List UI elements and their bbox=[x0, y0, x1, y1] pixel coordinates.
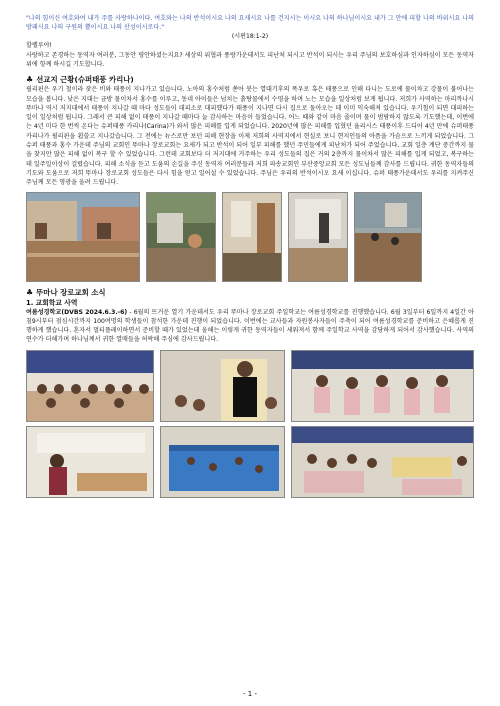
dvbs-photo-children-seated bbox=[26, 350, 154, 422]
flood-photo-room bbox=[288, 192, 348, 282]
greeting: 할렐루야! bbox=[26, 42, 52, 50]
page-number: - 1 - bbox=[243, 690, 257, 698]
flood-photo-flooded-street bbox=[354, 192, 422, 282]
club-icon: ♣ bbox=[26, 287, 34, 297]
dvbs-photo-teacher bbox=[160, 350, 286, 422]
mission-news-body: 필리핀은 우기 철이라 잦은 비와 태풍이 지나가고 있습니다. 노아의 홍수처럼 쏟아 붓는 열대기후의 폭우로 혹은 태풍으로 인해 다니는 도로에 물이차고 강물이 불어나는 모습을 봅니다. 낮은 지대는 금방 물이차서 홍수를 이루고, 동네 아이들은 넘치는 흙탕물에서 수영을 하며 노는 모습을 일상처럼 보게 됩니다. 저희가 사역하는 마리까나시 뚜마나 역시 저지대에서 태풍이 지나갈 때 마다 성도들이 대피소로 대피했다가 태풍이 지나면 다시 집으로 돌아오는 데 이미 익숙해져 있습니다. 우기철이 되면 대피하는 일이 일상처럼 됩니다. 그래서 큰 피해 없이 태풍이 지나갈 때마다 늘 감사하는 마음이 들었습니다. 어느 때와 같이 마음 졸이며 물이 범람하지 않도록 기도했는데, 이번에는 4년 미다 한 번씩 온다는 슈퍼태풍 카리나(Carina)가 와서 많은 피해를 입게 되었습니다. 2020년에 많은 피해를 입혔던 율리시스 태풍이후 드디어 4년 만에 슈퍼태풍 카리나가 필리핀을 휩쓸고 지나갔습니다. 그 전에는 뉴스로만 보던 피해 현장을 이제 저희의 사역지에서 현실로 보니 현지인들의 아픔을 가슴으로 느끼게 되었습니다. 그 슈퍼 태풍과 홍수 가운데 주님의 교회인 뚜마나 장로교회는 요새가 되고 반석이 되어 일부 피해를 했던 주민들에게 피난처가 되어 주었습니다. 교회 일층 계단 중간까지 물을 찾지만 많은 피해 없이 복구 할 수 있었습니다. 그런데 교회보다 더 저지대에 거주하는 우리 성도들의 집은 거의 2층까지 물이차서 많은 피해를 입게 되었고, 복구하는데 일주일이상이 걸렸습니다. 피해 소식을 듣고 도움의 손길을 주신 동역자 여러분들과 저희 파송교회인 부산중앙교회 모든 성도님들께 감사를 드립니다. 귀한 동역자들의 기도와 도움으로 저희 뚜마나 장로교회 성도들은 다시 힘을 얻고 일어설 수 있었습니다. 주님은 우리의 반석이시오 요새 이십니다. 슈퍼 태풍가운데서도 우리를 지켜주신 주님께 모든 영광을 올려 드립니다. bbox=[26, 86, 474, 187]
dvbs-photo-crafts bbox=[26, 426, 154, 498]
subsection-title: 1. 교회학교 사역 bbox=[26, 298, 78, 307]
scripture-quote: "나의 힘이신 여호와여 내가 주를 사랑하나이다. 여호와는 나의 반석이시요 나의 요새시요 나를 건지시는 이시요 나의 하나님이시요 내가 그 안에 피할 나의 바위시요 나의 방패시요 나의 구원의 뿔이시요 나의 산성이시로다." bbox=[26, 15, 474, 32]
dvbs-photo-group bbox=[291, 350, 474, 422]
dvbs-photo-row-1 bbox=[26, 350, 474, 422]
dvbs-photo-pool bbox=[160, 426, 286, 498]
dvbs-photo-class bbox=[291, 426, 474, 498]
section-heading-mission-news bbox=[26, 74, 474, 85]
dvbs-paragraph bbox=[26, 308, 474, 345]
intro-paragraph: 사랑하고 존경하는 동역자 여러분, 그동안 평안하셨는지요? 세상의 위협과 풍랑가운데서도 피난처 되시고 반석이 되시는 우리 주님의 보호하심과 인자하심이 모든 동역자위에 항께 하시길 기도합니다. bbox=[26, 51, 474, 68]
flood-photo-alley bbox=[146, 192, 216, 282]
flood-photo-house bbox=[222, 192, 282, 282]
flood-photo-street bbox=[26, 192, 140, 282]
section-heading-church-news bbox=[26, 287, 474, 298]
dvbs-photo-row-2 bbox=[26, 426, 474, 498]
scripture-reference: (시편18:1-2) bbox=[231, 33, 269, 41]
section-title: 선교지 근황(슈퍼태풍 카리나) bbox=[36, 75, 134, 85]
section-title: 뚜마나 장로교회 소식 bbox=[36, 287, 106, 297]
dvbs-body: - 6월의 뜨거운 열기 가운데서도 우리 뚜마나 장로교회 주일학교는 여름성경학교를 진행했습니다. 6월 3일부터 6일까지 4일간 아침9시부터 점심시간까지 100여명의 학생들이 참석한 가운데 진행이 되었습니다. 이번에는 교사들과 자원봉사자들이 주축이 되어 여름성경학교를 준비하고 은혜롭게 진행하게 했습니다. 혼자서 멀티플레이하면서 준비할 때가 있었는데 올해는 이렇게 귀한 동역자들이 세워져서 함께 주일학교 사역을 감당하게 되어서 감사했습니다. 사역의 연수가 더해가며 하나님께서 귀한 열매들을 허락해 주심에 감사드립니다. bbox=[26, 308, 474, 344]
flood-photo-row bbox=[26, 192, 474, 282]
club-icon: ♣ bbox=[26, 75, 34, 85]
dvbs-lead: 여름성경학교(DVBS 2024.6.3.-6) bbox=[26, 308, 128, 316]
